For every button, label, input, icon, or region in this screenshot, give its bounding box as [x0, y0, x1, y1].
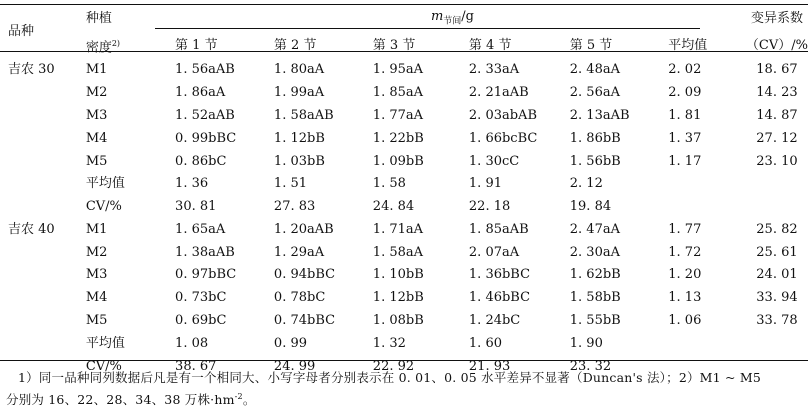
table-row	[0, 150, 808, 173]
group-average-label: 平均值	[85, 335, 125, 351]
value-cell: 0. 86bC	[175, 153, 227, 169]
group-cv-value: 22. 92	[372, 358, 415, 374]
value-cell: 2. 03abAB	[468, 107, 537, 123]
density-cell: M3	[85, 107, 108, 123]
value-cell: 1. 30cC	[468, 153, 520, 169]
value-cell: 1. 85aA	[372, 85, 424, 101]
cv-cell: 25. 61	[756, 244, 798, 260]
average-cell: 1. 37	[668, 130, 702, 146]
value-cell: 0. 97bBC	[175, 267, 237, 283]
data-table	[0, 6, 808, 378]
header-cv-line1: 变异系数	[750, 11, 803, 27]
group-cv-value: 21. 93	[468, 358, 511, 374]
group-average-row	[0, 332, 808, 355]
cv-cell: 23. 10	[756, 153, 798, 169]
table-row	[0, 127, 808, 150]
density-cell: M5	[85, 153, 108, 169]
average-cell: 1. 20	[668, 267, 702, 283]
density-cell: M4	[85, 290, 108, 306]
value-cell: 1. 24bC	[468, 313, 521, 329]
table-row	[0, 105, 808, 128]
header-span-label: $m_{节间}/g$	[430, 9, 474, 27]
value-cell: 1. 29aA	[273, 244, 325, 260]
average-cell: 1. 17	[668, 153, 702, 169]
header-node-1: 第 1 节	[175, 37, 218, 53]
value-cell: 0. 99bBC	[175, 130, 237, 146]
value-cell: 1. 80aA	[273, 62, 325, 78]
average-cell: 2. 09	[668, 85, 702, 101]
value-cell: 2. 30aA	[569, 244, 620, 260]
cv-cell: 27. 12	[756, 130, 798, 146]
table-footnote	[6, 368, 806, 409]
cv-cell: 24. 01	[756, 267, 798, 283]
value-cell: 1. 03bB	[273, 153, 325, 169]
group-average-value: 1. 32	[372, 335, 406, 351]
header-row-1	[0, 6, 808, 33]
header-average: 平均值	[668, 37, 708, 53]
value-cell: 1. 10bB	[372, 267, 424, 283]
table-row	[0, 264, 808, 287]
density-cell: M4	[85, 130, 108, 146]
value-cell: 0. 94bBC	[273, 267, 336, 283]
group-average-value: 1. 90	[569, 335, 603, 351]
cv-cell: 25. 82	[756, 221, 798, 237]
value-cell: 1. 09bB	[372, 153, 424, 169]
average-cell: 1. 72	[668, 244, 702, 260]
value-cell: 2. 48aA	[569, 62, 620, 78]
value-cell: 0. 69bC	[175, 313, 227, 329]
value-cell: 1. 58bB	[569, 290, 621, 306]
value-cell: 1. 99aA	[273, 85, 325, 101]
table-row	[0, 287, 808, 310]
group-cv-value: 19. 84	[569, 199, 612, 215]
group-average-value: 1. 51	[273, 176, 307, 192]
header-density-line2: 密度$^{2)}$	[85, 38, 121, 55]
value-cell: 1. 56aAB	[175, 62, 235, 78]
value-cell: 1. 12bB	[273, 130, 325, 146]
average-cell: 1. 77	[668, 221, 702, 237]
value-cell: 1. 65aA	[175, 221, 226, 237]
value-cell: 2. 13aAB	[569, 107, 630, 123]
average-cell: 2. 02	[668, 62, 702, 78]
density-cell: M2	[85, 85, 108, 101]
table-top-rule	[0, 4, 808, 5]
table-row	[0, 82, 808, 105]
density-cell: M5	[85, 313, 108, 329]
group-average-value: 1. 36	[175, 176, 209, 192]
value-cell: 0. 78bC	[273, 290, 326, 306]
value-cell: 1. 95aA	[372, 62, 424, 78]
cv-cell: 33. 78	[756, 313, 798, 329]
value-cell: 2. 47aA	[569, 221, 620, 237]
average-cell: 1. 81	[668, 107, 702, 123]
value-cell: 1. 20aAB	[273, 221, 334, 237]
table-row	[0, 59, 808, 82]
value-cell: 1. 12bB	[372, 290, 424, 306]
group-average-value: 1. 58	[372, 176, 406, 192]
group-cv-value: 23. 32	[569, 358, 612, 374]
group-cv-label: CV/%	[85, 199, 122, 215]
value-cell: 1. 52aAB	[175, 107, 235, 123]
density-cell: M1	[85, 221, 108, 237]
table-row	[0, 310, 808, 333]
table-row	[0, 219, 808, 242]
group-average-value: 1. 60	[468, 335, 502, 351]
value-cell: 2. 07aA	[468, 244, 520, 260]
header-node-4: 第 4 节	[468, 37, 512, 53]
density-cell: M1	[85, 62, 108, 78]
value-cell: 1. 66bcBC	[468, 130, 538, 146]
value-cell: 1. 86aA	[175, 85, 226, 101]
header-cv-line2: （CV）/%	[745, 37, 808, 53]
group-average-value: 2. 12	[569, 176, 603, 192]
value-cell: 1. 22bB	[372, 130, 424, 146]
group-cv-value: 24. 84	[372, 199, 415, 215]
value-cell: 0. 73bC	[175, 290, 227, 306]
density-cell: M2	[85, 244, 108, 260]
value-cell: 1. 38aAB	[175, 244, 235, 260]
variety-name: 吉农 30	[8, 62, 55, 78]
value-cell: 1. 77aA	[372, 107, 424, 123]
group-cv-row	[0, 196, 808, 219]
value-cell: 1. 71aA	[372, 221, 424, 237]
average-cell: 1. 06	[668, 313, 702, 329]
group-average-value: 1. 08	[175, 335, 209, 351]
value-cell: 2. 21aAB	[468, 85, 529, 101]
value-cell: 1. 86bB	[569, 130, 621, 146]
group-cv-value: 38. 67	[175, 358, 217, 374]
value-cell: 1. 58aA	[372, 244, 424, 260]
header-variety: 品种	[8, 24, 35, 40]
value-cell: 2. 33aA	[468, 62, 520, 78]
header-node-5: 第 5 节	[569, 37, 613, 53]
group-average-value: 1. 91	[468, 176, 502, 192]
header-row-2	[0, 33, 808, 59]
density-cell: M3	[85, 267, 108, 283]
value-cell: 1. 85aAB	[468, 221, 529, 237]
footnote-line-2: 分别为 16、22、28、34、38 万株$\cdot hm^{-2}$。	[6, 392, 256, 408]
table-row	[0, 241, 808, 264]
cv-cell: 18. 67	[756, 62, 798, 78]
cv-cell: 14. 87	[756, 107, 798, 123]
value-cell: 2. 56aA	[569, 85, 620, 101]
header-node-3: 第 3 节	[372, 37, 416, 53]
cv-cell: 33. 94	[756, 290, 798, 306]
cv-cell: 14. 23	[756, 85, 798, 101]
value-cell: 1. 58aAB	[273, 107, 334, 123]
group-average-value: 0. 99	[273, 335, 307, 351]
value-cell: 1. 55bB	[569, 313, 621, 329]
value-cell: 0. 74bBC	[273, 313, 336, 329]
value-cell: 1. 56bB	[569, 153, 621, 169]
variety-name: 吉农 40	[8, 221, 55, 237]
header-node-2: 第 2 节	[273, 37, 317, 53]
group-cv-value: 30. 81	[175, 199, 217, 215]
value-cell: 1. 08bB	[372, 313, 424, 329]
value-cell: 1. 36bBC	[468, 267, 531, 283]
value-cell: 1. 62bB	[569, 267, 621, 283]
group-average-row	[0, 173, 808, 196]
footnote-line-1: 1）同一品种同列数据后凡是有一个相同大、小写字母者分别表示在 0. 01、0. 05 水平差异不显著（Duncan's 法）；2）M1 ~ M5	[18, 370, 761, 385]
value-cell: 1. 46bBC	[468, 290, 531, 306]
group-cv-label: CV/%	[85, 358, 122, 374]
header-density-line1: 种植	[85, 11, 112, 27]
group-cv-value: 27. 83	[273, 199, 316, 215]
group-cv-value: 22. 18	[468, 199, 511, 215]
average-cell: 1. 13	[668, 290, 702, 306]
group-cv-value: 24. 99	[273, 358, 316, 374]
group-average-label: 平均值	[85, 176, 125, 192]
